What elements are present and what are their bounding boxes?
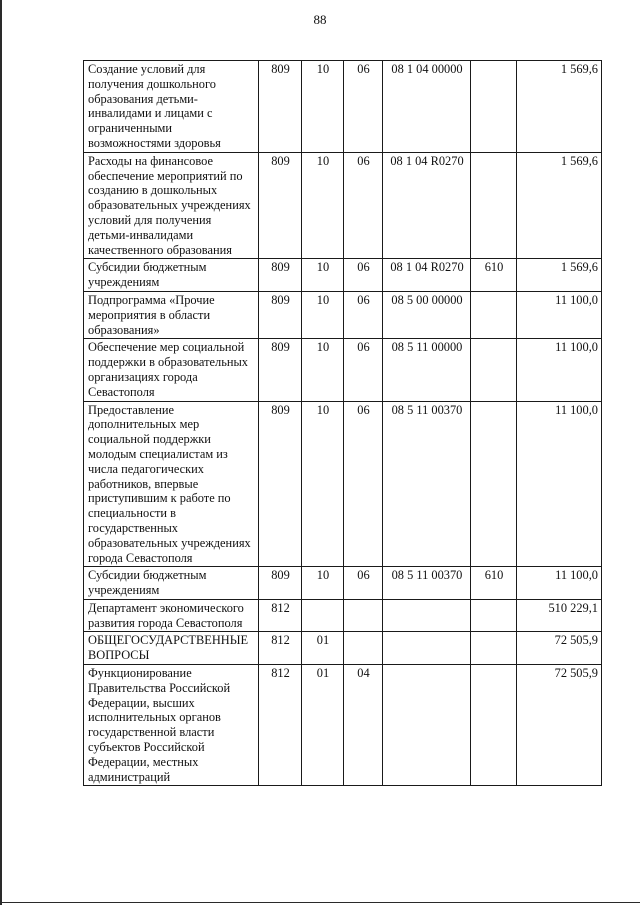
table-row <box>84 152 602 259</box>
row-target-code-cell: 08 1 04 R0270 <box>383 259 471 292</box>
row-expense-type-cell <box>471 599 517 632</box>
row-dept-code-cell: 809 <box>259 291 302 338</box>
row-name-cell: Субсидии бюджетным учреждениям <box>84 567 259 600</box>
row-amount-cell: 11 100,0 <box>517 339 602 401</box>
row-section-code-cell <box>302 599 344 632</box>
row-subsection-code-cell: 06 <box>344 259 383 292</box>
row-target-code-cell: 08 1 04 R0270 <box>383 152 471 259</box>
budget-table-body <box>84 61 602 786</box>
row-name-cell: Создание условий для получения дошкольного образования детьми-инвалидами и лицами с ограниченными возможностями здоровья <box>84 61 259 153</box>
row-subsection-code-cell: 04 <box>344 665 383 786</box>
page-left-border <box>0 0 2 905</box>
row-section-code-cell: 10 <box>302 567 344 600</box>
row-target-code-cell: 08 5 11 00000 <box>383 339 471 401</box>
row-name-cell: Субсидии бюджетным учреждениям <box>84 259 259 292</box>
row-subsection-code-cell <box>344 632 383 665</box>
row-name-cell: Департамент экономического развития города Севастополя <box>84 599 259 632</box>
row-dept-code-cell: 809 <box>259 61 302 153</box>
row-name-cell: ОБЩЕГОСУДАРСТВЕННЫЕ ВОПРОСЫ <box>84 632 259 665</box>
row-section-code-cell: 01 <box>302 665 344 786</box>
row-subsection-code-cell: 06 <box>344 567 383 600</box>
row-dept-code-cell: 809 <box>259 567 302 600</box>
page-bottom-border <box>0 902 640 903</box>
row-expense-type-cell: 610 <box>471 567 517 600</box>
row-name-cell: Предоставление дополнительных мер социальной поддержки молодым специалистам из числа педагогических работников, впервые приступившим к работе по специальности в государственных образовательных учреждениях города Севастополя <box>84 401 259 567</box>
row-dept-code-cell: 812 <box>259 632 302 665</box>
budget-table <box>83 60 602 786</box>
row-target-code-cell <box>383 599 471 632</box>
table-row <box>84 259 602 292</box>
table-row <box>84 567 602 600</box>
row-section-code-cell: 10 <box>302 339 344 401</box>
row-amount-cell: 72 505,9 <box>517 632 602 665</box>
row-section-code-cell: 10 <box>302 291 344 338</box>
row-expense-type-cell: 610 <box>471 259 517 292</box>
row-expense-type-cell <box>471 401 517 567</box>
row-amount-cell: 1 569,6 <box>517 259 602 292</box>
row-expense-type-cell <box>471 152 517 259</box>
table-row <box>84 599 602 632</box>
row-dept-code-cell: 809 <box>259 401 302 567</box>
row-name-cell: Функционирование Правительства Российской Федерации, высших исполнительных органов государственной власти субъектов Российской Федерации, местных администраций <box>84 665 259 786</box>
row-section-code-cell: 10 <box>302 401 344 567</box>
row-amount-cell: 11 100,0 <box>517 401 602 567</box>
row-amount-cell: 11 100,0 <box>517 567 602 600</box>
row-expense-type-cell <box>471 339 517 401</box>
row-amount-cell: 1 569,6 <box>517 152 602 259</box>
row-subsection-code-cell <box>344 599 383 632</box>
row-target-code-cell: 08 1 04 00000 <box>383 61 471 153</box>
table-row <box>84 291 602 338</box>
row-name-cell: Расходы на финансовое обеспечение мероприятий по созданию в дошкольных образовательных учреждениях условий для получения детьми-инвалидами качественного образования <box>84 152 259 259</box>
page-number: 88 <box>313 12 327 27</box>
row-expense-type-cell <box>471 632 517 665</box>
row-subsection-code-cell: 06 <box>344 152 383 259</box>
row-section-code-cell: 10 <box>302 152 344 259</box>
table-row <box>84 401 602 567</box>
row-subsection-code-cell: 06 <box>344 339 383 401</box>
row-amount-cell: 510 229,1 <box>517 599 602 632</box>
row-amount-cell: 11 100,0 <box>517 291 602 338</box>
row-amount-cell: 72 505,9 <box>517 665 602 786</box>
row-target-code-cell <box>383 665 471 786</box>
row-dept-code-cell: 812 <box>259 665 302 786</box>
row-name-cell: Обеспечение мер социальной поддержки в образовательных организациях города Севастополя <box>84 339 259 401</box>
row-subsection-code-cell: 06 <box>344 61 383 153</box>
row-expense-type-cell <box>471 61 517 153</box>
table-row <box>84 339 602 401</box>
row-section-code-cell: 10 <box>302 61 344 153</box>
row-target-code-cell <box>383 632 471 665</box>
row-dept-code-cell: 809 <box>259 152 302 259</box>
row-target-code-cell: 08 5 11 00370 <box>383 567 471 600</box>
row-target-code-cell: 08 5 11 00370 <box>383 401 471 567</box>
row-section-code-cell: 10 <box>302 259 344 292</box>
row-dept-code-cell: 809 <box>259 259 302 292</box>
row-section-code-cell: 01 <box>302 632 344 665</box>
row-expense-type-cell <box>471 665 517 786</box>
row-expense-type-cell <box>471 291 517 338</box>
row-name-cell: Подпрограмма «Прочие мероприятия в области образования» <box>84 291 259 338</box>
table-row <box>84 632 602 665</box>
row-dept-code-cell: 809 <box>259 339 302 401</box>
table-row <box>84 61 602 153</box>
row-dept-code-cell: 812 <box>259 599 302 632</box>
row-subsection-code-cell: 06 <box>344 291 383 338</box>
table-row <box>84 665 602 786</box>
row-subsection-code-cell: 06 <box>344 401 383 567</box>
row-target-code-cell: 08 5 00 00000 <box>383 291 471 338</box>
row-amount-cell: 1 569,6 <box>517 61 602 153</box>
